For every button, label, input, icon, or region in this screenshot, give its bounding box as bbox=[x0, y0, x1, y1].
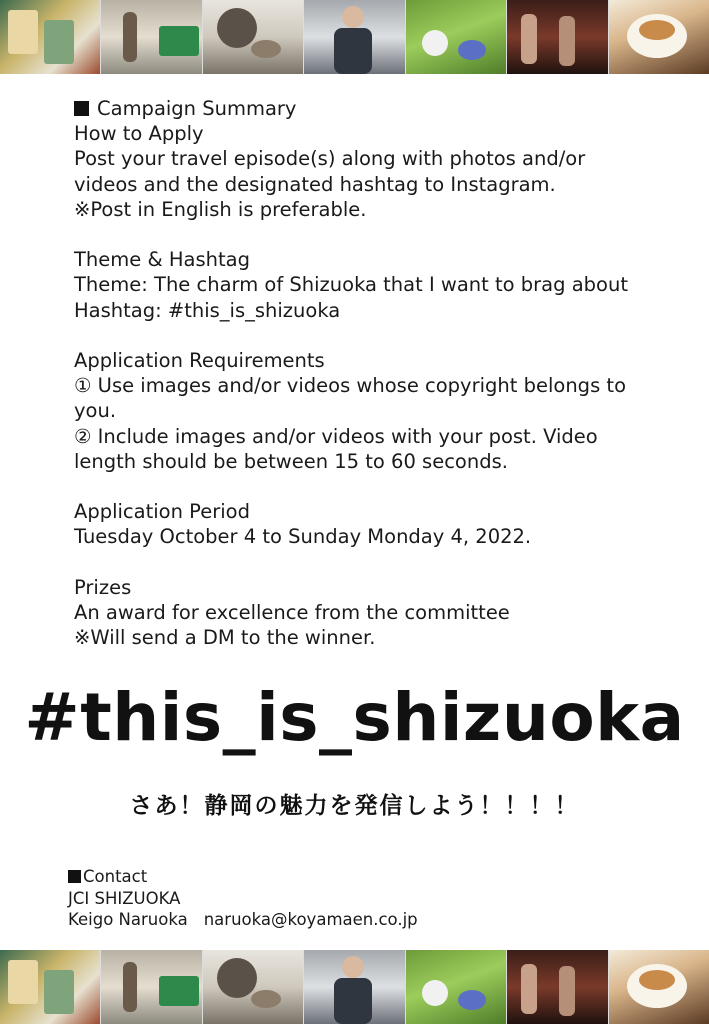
photo-tea-products bbox=[0, 0, 100, 74]
period-title: Application Period bbox=[74, 500, 250, 524]
how-to-apply-line: videos and the designated hashtag to Instagram. bbox=[74, 172, 556, 196]
photo-person-standing bbox=[304, 0, 404, 74]
requirement-line: ① Use images and/or videos whose copyright belongs to bbox=[74, 374, 626, 398]
square-bullet-icon bbox=[74, 101, 89, 116]
requirement-line: ② Include images and/or videos with your post. Video bbox=[74, 424, 598, 448]
contact-email[interactable]: naruoka@koyamaen.co.jp bbox=[203, 910, 418, 929]
photo-shop-front bbox=[101, 950, 201, 1024]
period-dates: Tuesday October 4 to Sunday Monday 4, 2022. bbox=[74, 525, 532, 549]
prizes-line: An award for excellence from the committee bbox=[74, 601, 510, 624]
campaign-summary bbox=[74, 96, 654, 650]
campaign-heading: Campaign Summary bbox=[97, 97, 297, 120]
how-to-apply-note: ※Post in English is preferable. bbox=[74, 197, 367, 221]
photo-tofu-dish bbox=[609, 0, 709, 74]
how-to-apply-line: Post your travel episode(s) along with photos and/or bbox=[74, 147, 586, 171]
bottom-photo-strip bbox=[0, 950, 709, 1024]
photo-tea-ceremony bbox=[203, 950, 303, 1024]
contact-person-line bbox=[68, 909, 418, 931]
photo-tea-products bbox=[0, 950, 100, 1024]
photo-person-standing bbox=[304, 950, 404, 1024]
theme-line: Theme: The charm of Shizuoka that I want to brag about bbox=[74, 273, 628, 297]
theme-title: Theme & Hashtag bbox=[74, 248, 250, 272]
requirement-line: length should be between 15 to 60 seconds. bbox=[74, 449, 508, 473]
photo-tea-ceremony bbox=[203, 0, 303, 74]
photo-children-on-grass bbox=[406, 0, 506, 74]
contact-heading-line bbox=[68, 866, 418, 888]
prizes-note: ※Will send a DM to the winner. bbox=[74, 626, 376, 650]
contact-heading: Contact bbox=[83, 867, 148, 886]
photo-tofu-dish bbox=[609, 950, 709, 1024]
campaign-heading-line bbox=[74, 96, 654, 121]
top-photo-strip bbox=[0, 0, 709, 74]
contact-name: Keigo Naruoka bbox=[68, 910, 188, 929]
square-bullet-icon bbox=[68, 870, 81, 883]
requirement-line: you. bbox=[74, 399, 117, 423]
prizes-title: Prizes bbox=[74, 575, 132, 599]
hashtag-line: Hashtag: #this_is_shizuoka bbox=[74, 298, 341, 322]
contact-org: JCI SHIZUOKA bbox=[68, 888, 181, 908]
tagline: さあ！静岡の魅力を発信しよう！！！！ bbox=[129, 793, 580, 819]
photo-band-performance bbox=[507, 950, 607, 1024]
photo-children-on-grass bbox=[406, 950, 506, 1024]
photo-shop-front bbox=[101, 0, 201, 74]
hashtag-banner: #this_is_shizuoka bbox=[24, 679, 685, 756]
photo-band-performance bbox=[507, 0, 607, 74]
how-to-apply-title: How to Apply bbox=[74, 122, 204, 146]
contact-block bbox=[68, 866, 418, 931]
requirements-title: Application Requirements bbox=[74, 349, 325, 372]
